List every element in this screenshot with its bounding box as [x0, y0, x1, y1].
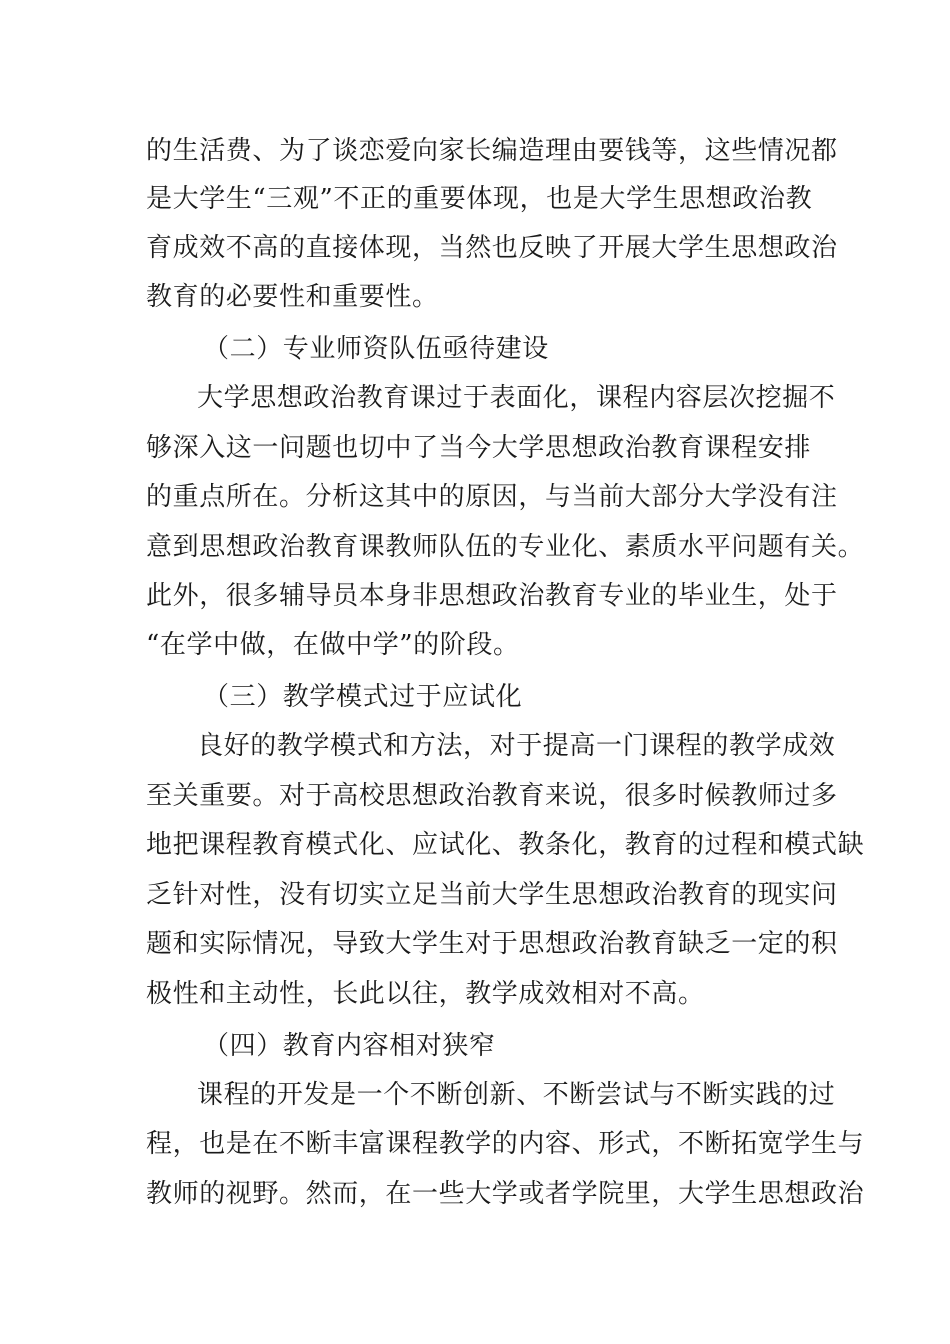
- body-text-line: 此外，很多辅导员本身非思想政治教育专业的毕业生，处于: [146, 581, 838, 611]
- body-text-line: 程，也是在不断丰富课程教学的内容、形式，不断拓宽学生与: [146, 1129, 865, 1159]
- body-text-line: 教师的视野。然而，在一些大学或者学院里，大学生思想政治: [146, 1179, 865, 1209]
- body-text-line: 的重点所在。分析这其中的原因，与当前大部分大学没有注: [146, 482, 838, 512]
- body-text-line: 是大学生“三观”不正的重要体现，也是大学生思想政治教: [146, 184, 813, 214]
- paragraph-first-line: 良好的教学模式和方法，对于提高一门课程的教学成效: [197, 731, 836, 761]
- body-text-line: 至关重要。对于高校思想政治教育来说，很多时候教师过多: [146, 781, 838, 811]
- section-heading: （二）专业师资队伍亟待建设: [203, 334, 549, 364]
- body-text-line: “在学中做，在做中学”的阶段。: [146, 630, 520, 660]
- body-text-line: 题和实际情况，导致大学生对于思想政治教育缺乏一定的积: [146, 929, 838, 959]
- body-text-line: 极性和主动性，长此以往，教学成效相对不高。: [146, 979, 705, 1009]
- paragraph-first-line: 大学思想政治教育课过于表面化，课程内容层次挖掘不: [197, 383, 836, 413]
- body-text-line: 地把课程教育模式化、应试化、教条化，教育的过程和模式缺: [146, 830, 865, 860]
- body-text-line: 够深入这一问题也切中了当今大学思想政治教育课程安排: [146, 433, 812, 463]
- body-text-line: 乏针对性，没有切实立足当前大学生思想政治教育的现实问: [146, 880, 838, 910]
- body-text-line: 育成效不高的直接体现，当然也反映了开展大学生思想政治: [146, 233, 838, 263]
- section-heading: （四）教育内容相对狭窄: [203, 1031, 496, 1061]
- body-text-line: 的生活费、为了谈恋爱向家长编造理由要钱等，这些情况都: [146, 136, 838, 166]
- body-text-line: 教育的必要性和重要性。: [146, 282, 439, 312]
- paragraph-first-line: 课程的开发是一个不断创新、不断尝试与不断实践的过: [197, 1080, 836, 1110]
- body-text-line: 意到思想政治教育课教师队伍的专业化、素质水平问题有关。: [146, 532, 865, 562]
- section-heading: （三）教学模式过于应试化: [203, 682, 523, 712]
